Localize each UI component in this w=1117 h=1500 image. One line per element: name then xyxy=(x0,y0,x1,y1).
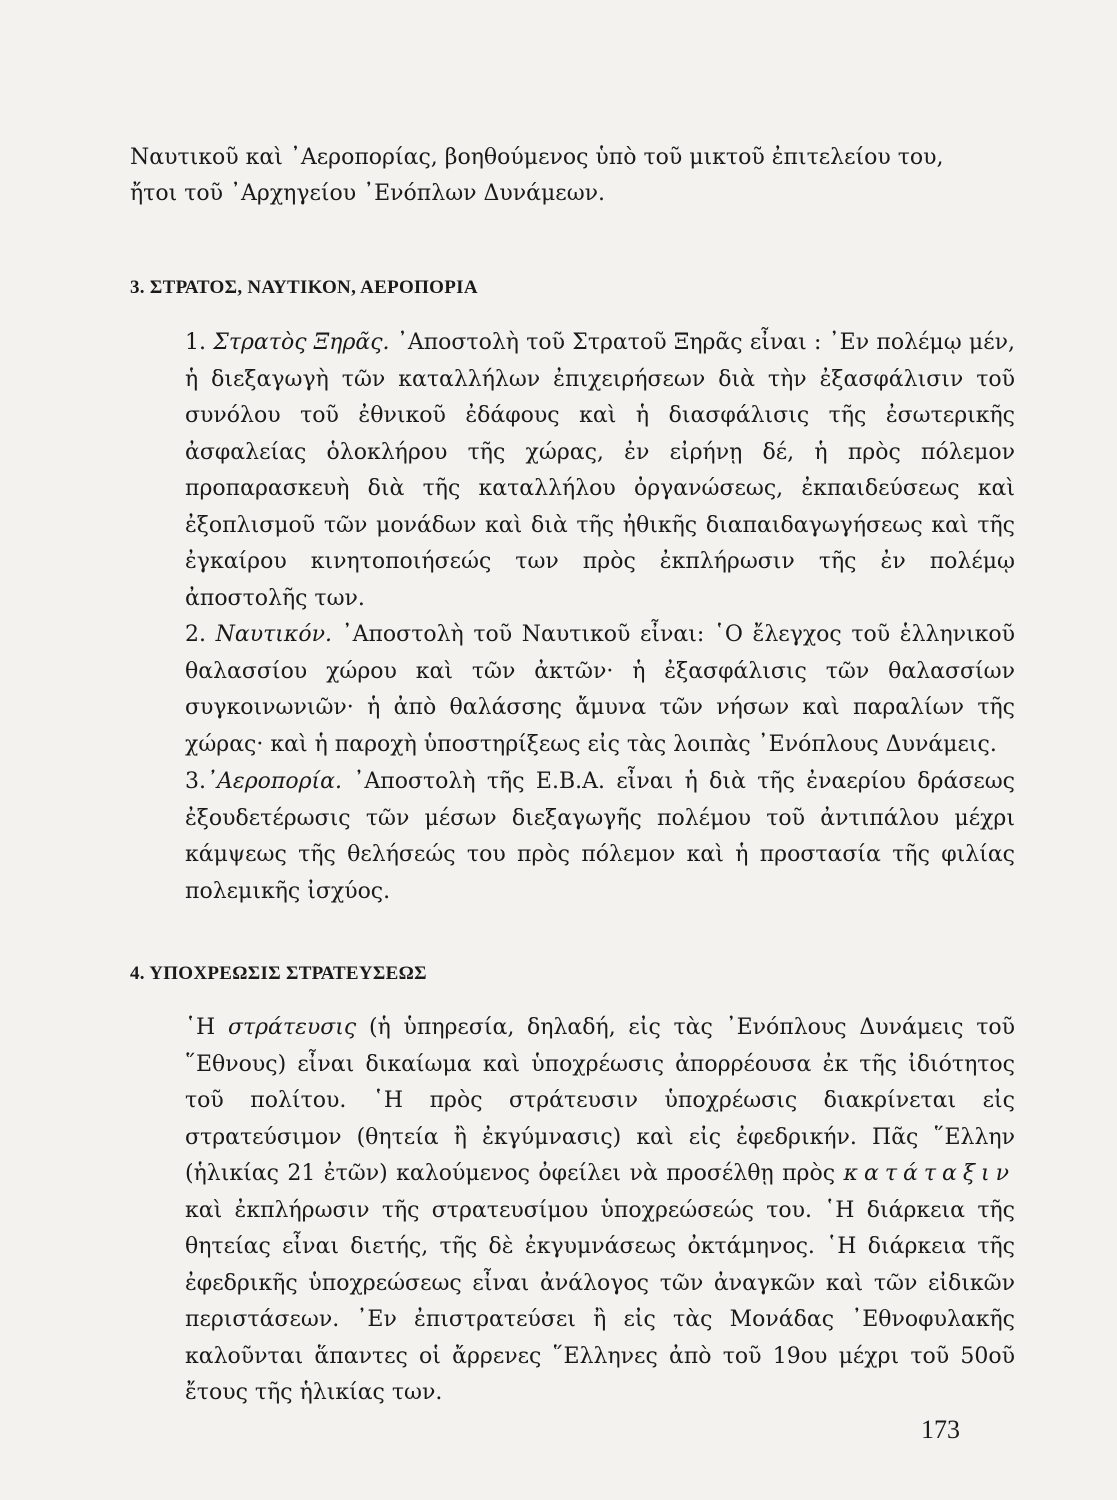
airforce-paragraph xyxy=(130,764,1015,910)
airforce-text: ᾿Αποστολὴ τῆς Ε.Β.Α. εἶναι ἡ διὰ τῆς ἐναερίου δράσεως ἐξουδετέρωσις τῶν μέσων διεξαγωγῆς πολέμου τοῦ ἀντιπάλου μέχρι κάμψεως τῆς θελήσεώς του πρὸς πόλεμον καὶ ἡ προστασία τῆς φιλίας πολεμικῆς ἰσχύος. xyxy=(185,769,1015,904)
section-3-heading: 3. ΣΤΡΑΤΟΣ, ΝΑΥΤΙΚΟΝ, ΑΕΡΟΠΟΡΙΑ xyxy=(130,277,478,298)
army-title: Στρατὸς Ξηρᾶς. xyxy=(213,330,390,355)
navy-paragraph xyxy=(130,617,1015,763)
enlistment-term: κατάταξιν xyxy=(843,1161,1015,1186)
army-text: ᾿Αποστολὴ τοῦ Στρατοῦ Ξηρᾶς εἶναι : ᾿Εν πολέμῳ μέν, ἡ διεξαγωγὴ τῶν καταλλήλων ἐπιχειρήσεων διὰ τὴν ἐξασφάλισιν τοῦ συνόλου τοῦ ἐθνικοῦ ἐδάφους καὶ ἡ διασφάλισις τῆς ἐσωτερικῆς ἀσφαλείας ὁλοκλήρου τῆς χώρας, ἐν εἰρήνῃ δέ, ἡ πρὸς πόλεμον προπαρασκευὴ διὰ τῆς καταλλήλου ὀργανώσεως, ἐκπαιδεύσεως καὶ ἐξοπλισμοῦ τῶν μονάδων καὶ διὰ τῆς ἠθικῆς διαπαιδαγωγήσεως καὶ τῆς ἐγκαίρου κινητοποιήσεώς των πρὸς ἐκπλήρωσιν τῆς ἐν πολέμῳ ἀποστολῆς των. xyxy=(185,330,1015,611)
conscription-text-end: καὶ ἐκπλήρωσιν τῆς στρατευσίμου ὑποχρεώσεώς του. ῾Η διάρκεια τῆς θητείας εἶναι διετής, τῆς δὲ ἐκγυμνάσεως ὀκτάμηνος. ῾Η διάρκεια τῆς ἐφεδρικῆς ὑποχρεώσεως εἶναι ἀνάλογος τῶν ἀναγκῶν καὶ τῶν εἰδικῶν περιστάσεων. ᾿Εν ἐπιστρατεύσει ἢ εἰς τὰς Μονάδας ᾿Εθνοφυλακῆς καλοῦνται ἅπαντες οἱ ἄρρενες ῞Ελληνες ἀπὸ τοῦ 19ου μέχρι τοῦ 50οῦ ἔτους τῆς ἡλικίας των. xyxy=(185,1197,1015,1405)
navy-number: 2. xyxy=(185,622,206,647)
navy-title: Ναυτικόν. xyxy=(215,622,332,647)
conscription-paragraph xyxy=(130,1010,1015,1412)
intro-line: Ναυτικοῦ καὶ ᾿Αεροπορίας, βοηθούμενος ὑπὸ τοῦ μικτοῦ ἐπιτελείου του, xyxy=(130,145,944,170)
airforce-number: 3. xyxy=(185,769,206,794)
conscription-term: στράτευσις xyxy=(227,1015,357,1040)
intro-text xyxy=(130,140,960,212)
conscription-text-start: ῾Η xyxy=(185,1015,216,1040)
page-number: 173 xyxy=(921,1415,960,1444)
army-number: 1. xyxy=(185,330,206,355)
airforce-title: ᾿Αεροπορία. xyxy=(206,769,342,794)
intro-line: ἤτοι τοῦ ᾿Αρχηγείου ᾿Ενόπλων Δυνάμεων. xyxy=(130,181,605,206)
navy-text: ᾿Αποστολὴ τοῦ Ναυτικοῦ εἶναι: ῾Ο ἔλεγχος τοῦ ἑλληνικοῦ θαλασσίου χώρου καὶ τῶν ἀκτῶν· ἡ ἐξασφάλισις τῶν θαλασσίων συγκοινωνιῶν· ἡ ἀπὸ θαλάσσης ἄμυνα τῶν νήσων καὶ παραλίων τῆς χώρας· καὶ ἡ παροχὴ ὑποστηρίξεως εἰς τὰς λοιπὰς ᾿Ενόπλους Δυνάμεις. xyxy=(185,622,1016,757)
army-paragraph xyxy=(130,325,1015,617)
section-4-heading: 4. ΥΠΟΧΡΕΩΣΙΣ ΣΤΡΑΤΕΥΣΕΩΣ xyxy=(130,963,427,984)
conscription-text-middle: (ἡ ὑπηρεσία, δηλαδή, εἰς τὰς ᾿Ενόπλους Δυνάμεις τοῦ ῞Εθνους) εἶναι δικαίωμα καὶ ὑποχρέωσις ἀπορρέουσα ἐκ τῆς ἰδιότητος τοῦ πολίτου. ῾Η πρὸς στράτευσιν ὑποχρέωσις διακρίνεται εἰς στρατεύσιμον (θητεία ἢ ἐκγύμνασις) καὶ εἰς ἐφεδρικήν. Πᾶς ῞Ελλην (ἡλικίας 21 ἐτῶν) καλούμενος ὀφείλει νὰ προσέλθῃ πρὸς xyxy=(185,1015,1016,1186)
